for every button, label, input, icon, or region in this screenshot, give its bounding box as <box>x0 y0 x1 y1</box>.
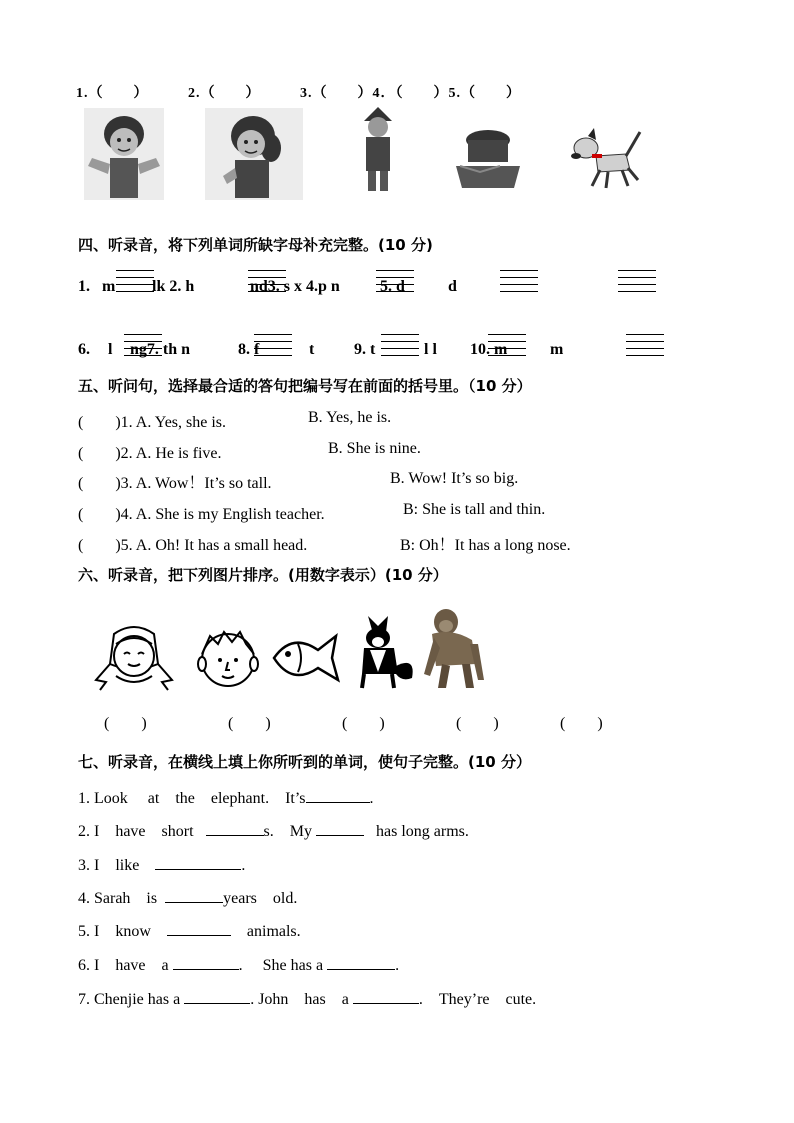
section-6-title: 六、听录音，把下列图片排序。(用数字表示）(10 分） <box>78 566 448 584</box>
row2-letter-b: ng7. th n <box>130 341 191 358</box>
word-row-1 <box>78 278 115 296</box>
hat-object-image <box>450 126 526 194</box>
fill-blank-2[interactable] <box>206 821 264 836</box>
gorilla-image <box>416 604 488 690</box>
fill-blank-5[interactable] <box>165 888 223 903</box>
sec5-item-2-b: B. She is nine. <box>328 440 421 457</box>
sec5-item-4: ( )4. A. She is my English teacher. <box>78 506 325 523</box>
sentence-6: 6. I have a . She has a . <box>78 957 400 974</box>
blank-lines-4[interactable] <box>500 270 538 298</box>
row2-letter-g: 10. m <box>470 341 508 358</box>
sentence-1: 1. Look at the elephant. It’s . <box>78 790 374 807</box>
order-bracket-3[interactable]: ( ) <box>342 715 385 732</box>
girl-face-image <box>86 624 182 692</box>
sec5-item-3-b: B. Wow! It’s so big. <box>390 470 519 487</box>
woman-standing-image <box>350 103 406 195</box>
sec5-item-4-b: B: She is tall and thin. <box>403 501 546 518</box>
question-number-1: 1.（ ） <box>76 86 149 101</box>
row2-letter-f: l l <box>424 341 437 358</box>
sentence-3: 3. I like . <box>78 857 246 874</box>
question-number-2: 2.（ ） <box>188 86 261 101</box>
fill-blank-3[interactable] <box>316 821 364 836</box>
row2-letter-d: t <box>309 341 315 358</box>
blank-lines-10[interactable] <box>626 334 664 362</box>
sec5-item-5-b: B: Oh！It has a long nose. <box>400 537 571 554</box>
blank-lines-5[interactable] <box>618 270 656 298</box>
boy-face-image <box>190 626 266 692</box>
row2-letter-c: 8. f <box>238 341 260 358</box>
section-4-title: 四、听录音，将下列单词所缺字母补充完整。(10 分) <box>78 236 433 254</box>
row2-number: 6. <box>78 341 90 358</box>
sec5-item-5: ( )5. A. Oh! It has a small head. <box>78 537 308 554</box>
fill-blank-10[interactable] <box>353 989 419 1004</box>
fill-blank-6[interactable] <box>167 921 231 936</box>
dog-image <box>568 126 646 192</box>
sentence-2: 2. I have short s. My has long arms. <box>78 823 469 840</box>
row1-letter-c: nd3. s x 4.p n <box>250 278 340 295</box>
sec5-item-3: ( )3. A. Wow！It’s so tall. <box>78 475 272 492</box>
order-bracket-5[interactable]: ( ) <box>560 715 603 732</box>
row1-letter-b: lk 2. h <box>152 278 195 295</box>
section-5-title: 五、听问句，选择最合适的答句把编号写在前面的括号里。（10 分） <box>78 377 532 395</box>
blank-lines-8[interactable] <box>381 334 419 362</box>
sentence-5: 5. I know animals. <box>78 923 301 940</box>
sec5-item-1: ( )1. A. Yes, she is. <box>78 414 227 431</box>
row1-letter-e: d <box>448 278 457 295</box>
order-bracket-4[interactable]: ( ) <box>456 715 499 732</box>
fill-blank-1[interactable] <box>306 788 370 803</box>
word-row-2 <box>78 341 112 359</box>
sec5-item-1-b: B. Yes, he is. <box>308 409 392 426</box>
blank-lines-7[interactable] <box>254 334 292 362</box>
fill-blank-9[interactable] <box>184 989 250 1004</box>
fish-image <box>266 628 342 690</box>
row2-letter-e: 9. t <box>354 341 376 358</box>
row1-number: 1. <box>78 278 90 295</box>
boy-shrugging-image <box>84 108 164 200</box>
order-bracket-2[interactable]: ( ) <box>228 715 271 732</box>
sec5-item-2: ( )2. A. He is five. <box>78 445 222 462</box>
sentence-4: 4. Sarah is years old. <box>78 890 298 907</box>
row1-letter-a: m <box>102 278 116 295</box>
section-7-title: 七、听录音，在横线上填上你所听到的单词，使句子完整。(10 分） <box>78 753 531 771</box>
fill-blank-4[interactable] <box>155 855 241 870</box>
row2-letter-h: m <box>550 341 564 358</box>
sentence-7: 7. Chenjie has a . John has a . They’re cute. <box>78 991 537 1008</box>
question-numbers-3-5: 3.（ ）4．（ ）5.（ ） <box>300 86 521 101</box>
fill-blank-7[interactable] <box>173 955 239 970</box>
fox-image <box>342 616 418 690</box>
blank-lines-1[interactable] <box>116 270 154 298</box>
girl-waving-image <box>205 108 303 200</box>
fill-blank-8[interactable] <box>327 955 395 970</box>
row2-letter-a: l <box>108 341 113 358</box>
order-bracket-1[interactable]: ( ) <box>104 715 147 732</box>
row1-letter-d: 5. d <box>380 278 405 295</box>
